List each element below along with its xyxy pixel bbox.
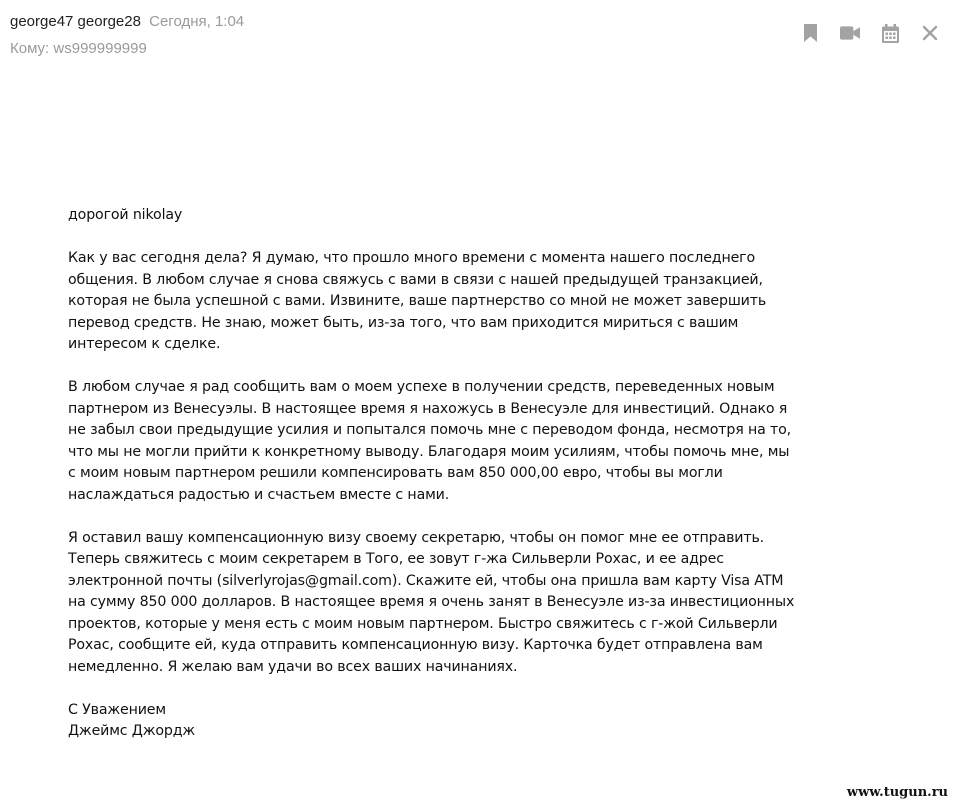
recipient[interactable]: ws999999999 bbox=[53, 40, 147, 57]
video-icon bbox=[840, 26, 860, 40]
calendar-icon bbox=[882, 24, 899, 43]
close-button[interactable] bbox=[920, 22, 940, 44]
letter-image-content bbox=[68, 205, 798, 743]
sender-name[interactable]: george47 george28 bbox=[10, 13, 141, 30]
to-label: Кому: bbox=[10, 40, 50, 57]
letter-paragraph-3: Я оставил вашу компенсационную визу своему секретарю, чтобы он помог мне ее отправить. Теперь свяжитесь с моим секретарем в Того, ее зовут г-жа Сильверли Рохас, и ее адрес электронной почты (silverlyrojas@gmail.com). Скажите ей, чтобы она пришла вам карту Visa ATM на сумму 850 000 долларов. В настоящее время я очень занят в Венесуэле из-за инвестиционных проектов, которые у меня есть с моим новым партнером. Быстро свяжитесь с г-жой Сильверли Рохас, сообщите ей, куда отправить компенсационную визу. Карточка будет отправлена вам немедленно. Я желаю вам удачи во всех ваших начинаниях. bbox=[68, 529, 795, 675]
timestamp: Сегодня, 1:04 bbox=[149, 13, 245, 30]
video-call-button[interactable] bbox=[840, 22, 860, 44]
watermark: www.tugun.ru bbox=[846, 785, 948, 800]
from-line bbox=[10, 12, 244, 32]
letter-greeting: дорогой nikolay bbox=[68, 207, 183, 223]
message-toolbar bbox=[800, 22, 940, 44]
letter-paragraph-1: Как у вас сегодня дела? Я думаю, что прошло много времени с момента нашего последнего общения. В любом случае я снова свяжусь с вами в связи с нашей предыдущей транзакцией, которая не была успешной с вами. Извините, ваше партнерство со мной не может завершить перевод средств. Не знаю, может быть, из-за того, что вам приходится мириться с вашим интересом к сделке. bbox=[68, 250, 767, 352]
email-header bbox=[10, 12, 244, 59]
calendar-button[interactable] bbox=[880, 22, 900, 44]
bookmark-icon bbox=[804, 24, 817, 42]
letter-paragraph-2: В любом случае я рад сообщить вам о моем успехе в получении средств, переведенных новым партнером из Венесуэлы. В настоящее время я нахожусь в Венесуэле для инвестиций. Однако я не забыл свои предыдущие усилия и попытался помочь мне с переводом фонда, несмотря на то, что мы не могли прийти к конкретному выводу. Благодаря моим усилиям, чтобы помочь мне, мы с моим новым партнером решили компенсировать вам 850 000,00 евро, чтобы вы могли наслаждаться радостью и счастьем вместе с нами. bbox=[68, 379, 791, 503]
bookmark-button[interactable] bbox=[800, 22, 820, 44]
close-icon bbox=[922, 25, 938, 41]
to-line bbox=[10, 39, 244, 59]
letter-signature: Джеймс Джордж bbox=[68, 723, 196, 739]
letter-closing: С Уважением bbox=[68, 701, 166, 718]
